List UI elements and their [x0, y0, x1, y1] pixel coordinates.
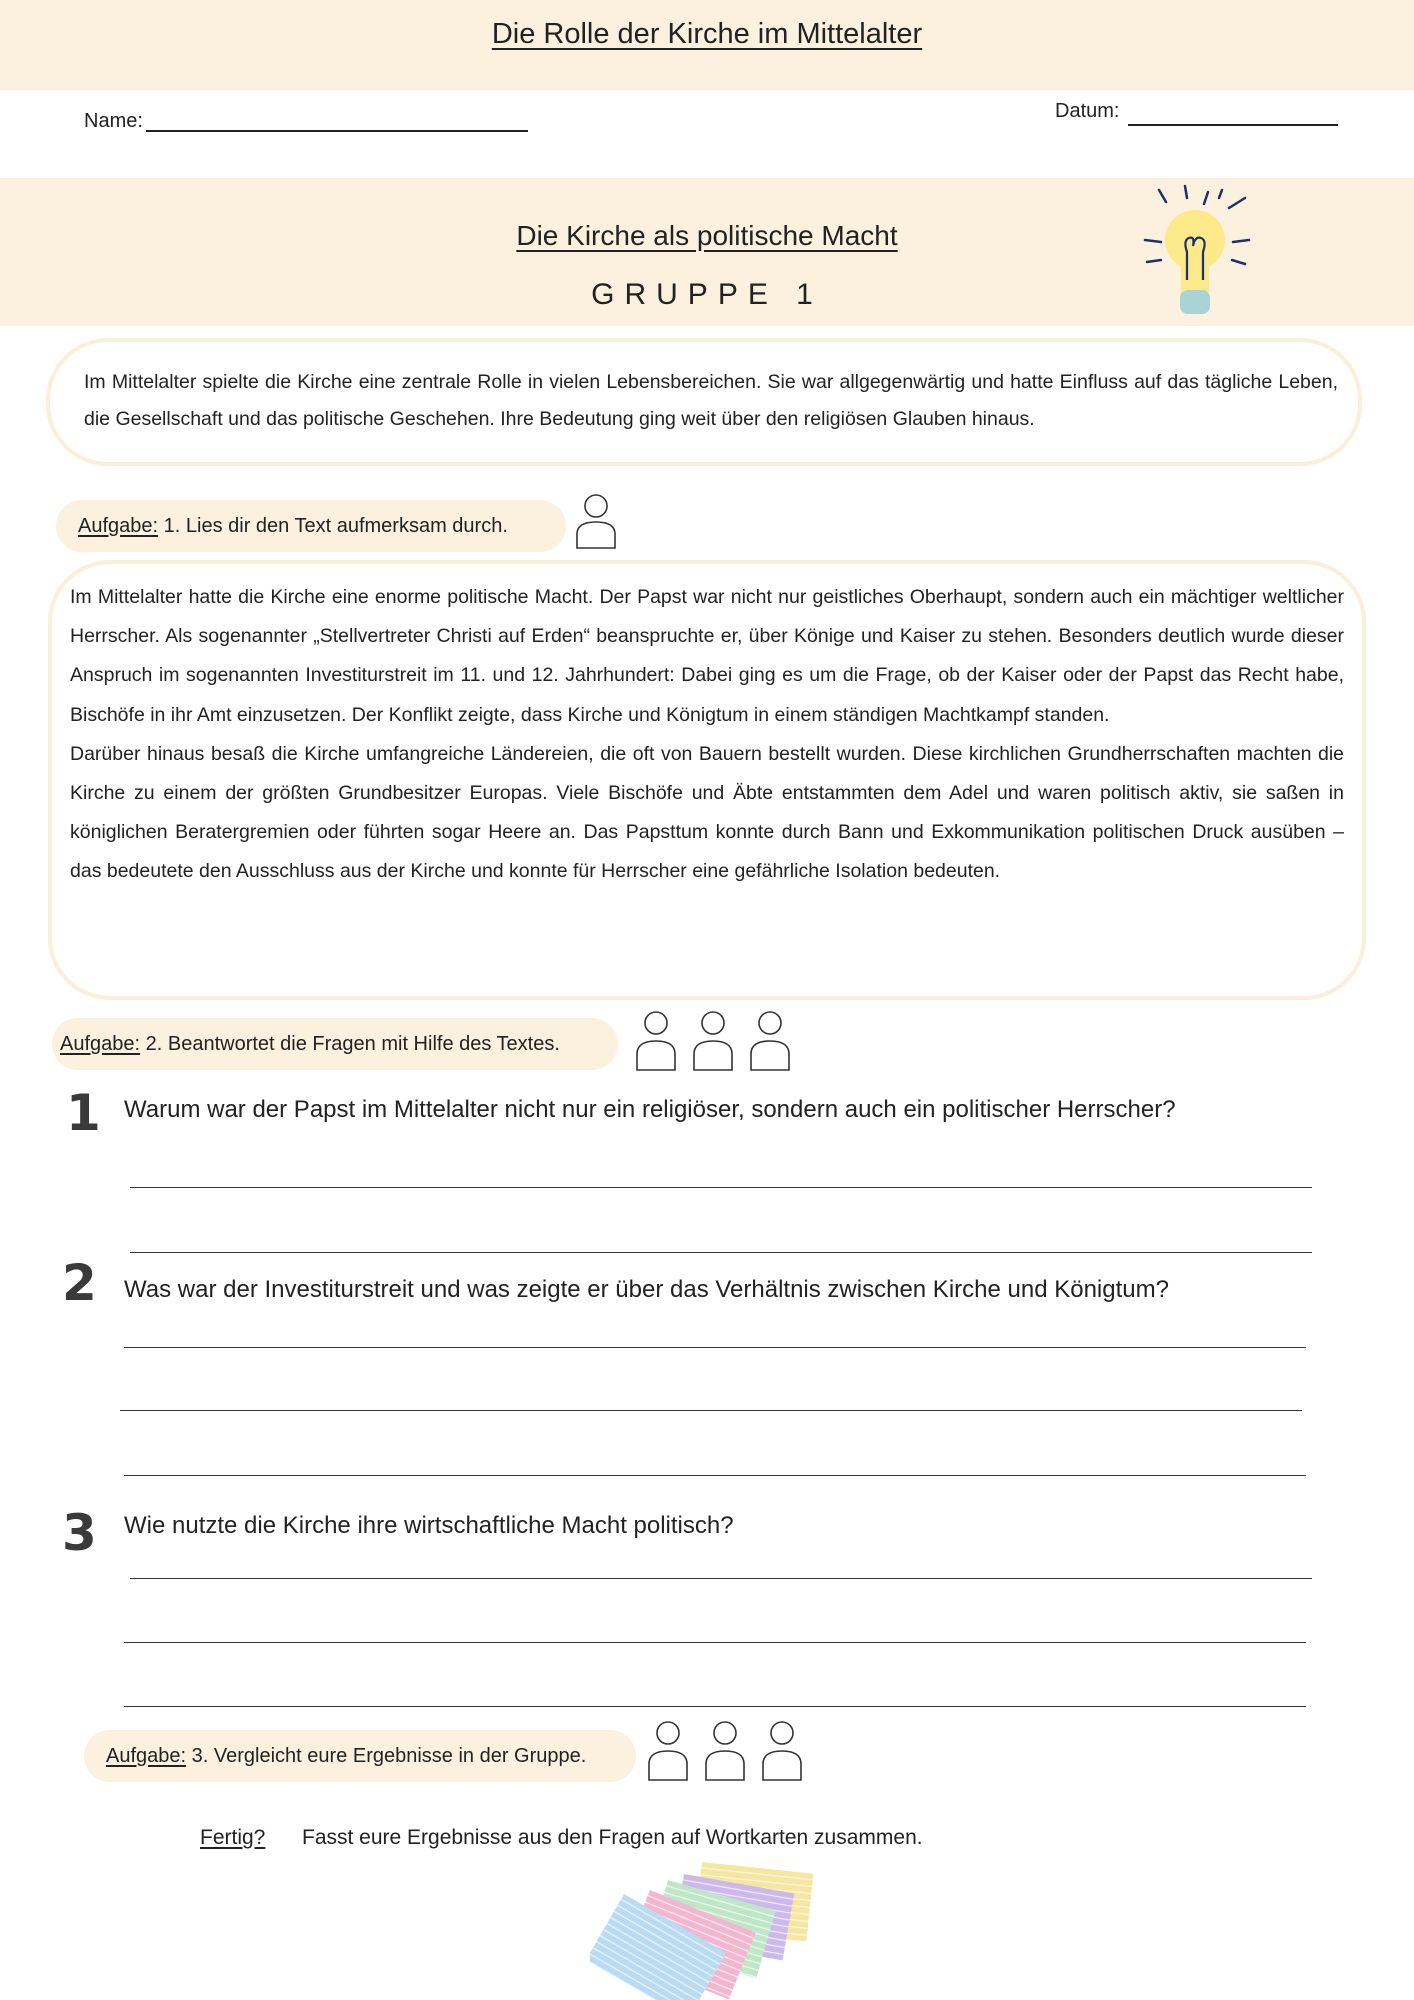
answer-line[interactable]	[124, 1706, 1306, 1707]
answer-line[interactable]	[124, 1347, 1306, 1348]
answer-line[interactable]	[124, 1475, 1306, 1476]
task-1	[56, 500, 566, 552]
question-3-text: Wie nutzte die Kirche ihre wirtschaftliche Macht politisch?	[124, 1512, 734, 1539]
question-1-number: 1	[66, 1084, 101, 1142]
answer-line[interactable]	[130, 1252, 1312, 1253]
group-label: GRUPPE 1	[591, 278, 823, 311]
task-2-label: Aufgabe:	[60, 1033, 141, 1055]
lightbulb-icon	[1135, 182, 1255, 322]
answer-line[interactable]	[130, 1578, 1312, 1579]
task-2-text: 2. Beantwortet die Fragen mit Hilfe des Textes.	[145, 1033, 560, 1055]
date-label: Datum:	[1055, 100, 1120, 122]
question-3-number: 3	[62, 1504, 97, 1562]
task-3-label: Aufgabe:	[106, 1745, 187, 1767]
task-3	[84, 1730, 636, 1782]
answer-line[interactable]	[120, 1410, 1302, 1411]
answer-line[interactable]	[130, 1187, 1312, 1188]
index-cards-icon	[590, 1862, 830, 2000]
task-1-label: Aufgabe:	[78, 515, 159, 537]
finish-label: Fertig?	[200, 1826, 266, 1849]
section-title: Die Kirche als politische Macht	[516, 220, 898, 251]
name-label: Name:	[84, 110, 143, 132]
question-2-number: 2	[62, 1254, 97, 1312]
finish-text: Fasst eure Ergebnisse aus den Fragen auf Wortkarten zusammen.	[302, 1826, 923, 1849]
answer-line[interactable]	[124, 1642, 1306, 1643]
page-title: Die Rolle der Kirche im Mittelalter	[491, 18, 923, 50]
group-icon	[634, 1010, 794, 1072]
bulb-base	[1180, 290, 1210, 314]
intro-text: Im Mittelalter spielte die Kirche eine zentrale Rolle in vielen Lebensbereichen. Sie war allgegenwärtig und hatte Einfluss auf das tägliche Leben, die Gesellschaft und das politische Geschehen. Ihre Bedeutung ging weit über den religiösen Glauben hinaus.	[84, 371, 1338, 430]
task-3-text: 3. Vergleicht eure Ergebnisse in der Gruppe.	[191, 1745, 587, 1767]
main-text	[70, 578, 1344, 892]
question-2-text: Was war der Investiturstreit und was zeigte er über das Verhältnis zwischen Kirche und Königtum?	[124, 1276, 1169, 1303]
task-1-text: 1. Lies dir den Text aufmerksam durch.	[163, 515, 508, 537]
group-icon	[646, 1720, 806, 1782]
task-2	[52, 1018, 618, 1070]
date-field[interactable]	[1128, 124, 1338, 126]
person-icon	[574, 492, 618, 550]
main-text-paragraph-1: Im Mittelalter hatte die Kirche eine enorme politische Macht. Der Papst war nicht nur geistliches Oberhaupt, sondern auch ein mächtiger weltlicher Herrscher. Als sogenannter „Stellvertreter Christi auf Erden“ beanspruchte er, über Könige und Kaiser zu stehen. Besonders deutlich wurde dieser Anspruch im sogenannten Investiturstreit im 11. und 12. Jahrhundert: Dabei ging es um die Frage, ob der Kaiser oder der Papst das Recht habe, Bischöfe in ihr Amt einzusetzen. Der Konflikt zeigte, dass Kirche und Königtum in einem ständigen Machtkampf standen.	[70, 586, 1344, 726]
question-1-text: Warum war der Papst im Mittelalter nicht nur ein religiöser, sondern auch ein politischer Herrscher?	[124, 1096, 1176, 1123]
main-text-paragraph-2: Darüber hinaus besaß die Kirche umfangreiche Ländereien, die oft von Bauern bestellt wurden. Diese kirchlichen Grundherrschaften machten die Kirche zu einem der größten Grundbesitzer Europas. Viele Bischöfe und Äbte entstammten dem Adel und waren politisch aktiv, sie saßen in königlichen Beratergremien oder führten sogar Heere an. Das Papsttum konnte durch Bann und Exkommunikation politischen Druck ausüben – das bedeutete den Ausschluss aus der Kirche und konnte für Herrscher eine gefährliche Isolation bedeuten.	[70, 742, 1344, 883]
name-field[interactable]	[146, 130, 528, 132]
